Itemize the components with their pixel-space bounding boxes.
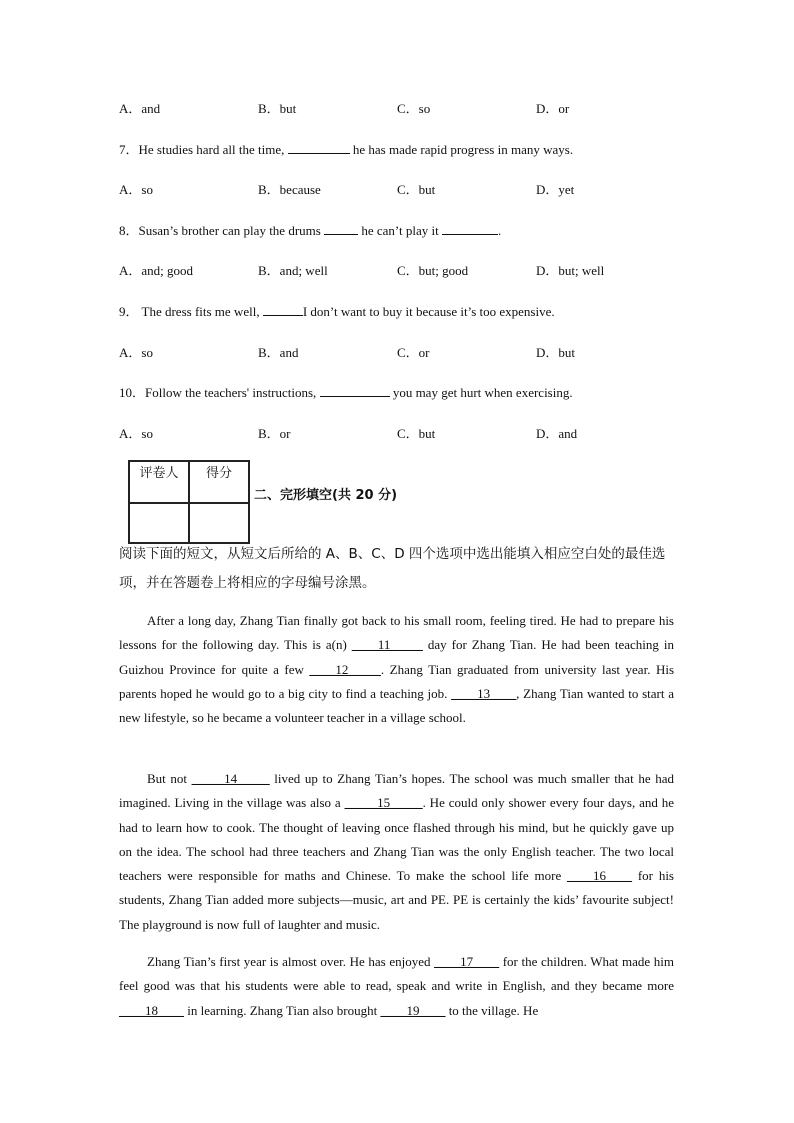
passage-text: . He could only shower every four days, and he had to learn how to cook. The thought of leaving once flashed through his mind, but he quickly gave up on the idea. The school had three teachers and Zhang Tian was the only English teacher. The two local teachers were responsible for maths and Chinese. To make the school life more xyxy=(119,795,674,884)
passage-2 xyxy=(119,767,674,937)
score-label: 得分 xyxy=(189,461,249,503)
q6-option-b[interactable]: B．but xyxy=(258,101,297,116)
q6-option-c[interactable]: C．so xyxy=(397,101,431,116)
q7-stem-end: he has made rapid progress in many ways. xyxy=(352,142,574,157)
q10-option-a[interactable]: A．so xyxy=(119,426,153,441)
blank-17[interactable]: ____17____ xyxy=(434,954,500,969)
passage-text: to the village. He xyxy=(445,1002,539,1018)
reviewer-cell[interactable] xyxy=(129,503,189,543)
paragraph-2 xyxy=(119,767,674,937)
section-instruction: 阅读下面的短文，从短文后所给的 A、B、C、D 四个选项中选出能填入相应空白处的最佳选项，并在答题卷上将相应的字母编号涂黑。 xyxy=(119,546,666,591)
q9-option-d[interactable]: D．but xyxy=(536,345,576,360)
q7-option-b[interactable]: B．because xyxy=(258,182,321,197)
q8-blank-2[interactable] xyxy=(442,222,498,235)
q10-option-d[interactable]: D．and xyxy=(536,426,578,441)
score-cell[interactable] xyxy=(189,503,249,543)
blank-11[interactable]: ____11_____ xyxy=(351,637,423,653)
q9-stem xyxy=(119,301,555,320)
q10-blank[interactable] xyxy=(320,384,390,397)
passage-text: Zhang Tian’s first year is almost over. He has enjoyed xyxy=(147,954,435,969)
q9-stem-end: I don’t want to buy it because it’s too expensive. xyxy=(302,304,555,319)
q9-blank[interactable] xyxy=(263,303,303,316)
score-box xyxy=(128,460,250,544)
q7-option-a[interactable]: A．so xyxy=(119,182,153,197)
passage-text: day for Zhang Tian. He had been teaching in Guizhou Province for quite a few xyxy=(119,637,674,677)
reviewer-label: 评卷人 xyxy=(129,461,189,503)
passage-text: for his students, Zhang Tian added more subjects—music, art and PE. PE is certainly the kids’ favourite subject! The playground is now full of laughter and music. xyxy=(119,868,674,932)
paragraph-3 xyxy=(119,950,674,1023)
q9-stem-start: 9． The dress fits me well, xyxy=(119,304,260,319)
blank-15[interactable]: _____15_____ xyxy=(344,795,423,811)
blank-14[interactable]: _____14_____ xyxy=(191,771,270,786)
passage-text: . Zhang Tian graduated from university last year. His parents hoped he would go to a big city to find a teaching job. xyxy=(119,661,675,701)
q7-blank[interactable] xyxy=(288,141,350,154)
blank-13[interactable]: ____13____ xyxy=(451,685,517,701)
q10-stem-start: 10．Follow the teachers' instructions, xyxy=(119,385,317,400)
passage-text: After a long day, Zhang Tian finally got back to his small room, feeling tired. He had to prepare his lessons for the following day. This is a(n) xyxy=(119,613,674,653)
q9-option-c[interactable]: C．or xyxy=(397,345,430,360)
q7-option-d[interactable]: D．yet xyxy=(536,182,575,197)
q10-stem-end: you may get hurt when exercising. xyxy=(392,385,573,400)
blank-16[interactable]: ____16____ xyxy=(567,868,633,884)
q6-option-a[interactable]: A．and xyxy=(119,101,161,116)
q7-stem-start: 7．He studies hard all the time, xyxy=(119,142,285,157)
passage-text: But not xyxy=(147,771,192,786)
q8-option-a[interactable]: A．and; good xyxy=(119,263,194,278)
q8-option-c[interactable]: C．but; good xyxy=(397,263,469,278)
passage-text: , Zhang Tian wanted to start a new lifestyle, so he became a volunteer teacher in a village school. xyxy=(119,685,674,726)
paragraph-1 xyxy=(119,609,674,730)
q6-option-d[interactable]: D．or xyxy=(536,101,570,116)
q7-stem xyxy=(119,139,573,158)
q8-stem-middle: he can’t play it xyxy=(361,223,439,238)
section-title: 二、完形填空(共 20 分) xyxy=(254,488,398,503)
q7-option-c[interactable]: C．but xyxy=(397,182,436,197)
q10-stem xyxy=(119,382,573,401)
blank-19[interactable]: ____19____ xyxy=(380,1002,446,1018)
passage-text: lived up to Zhang Tian’s hopes. The school was much smaller that he had imagined. Living in the village was also a xyxy=(119,771,674,811)
q9-option-b[interactable]: B．and xyxy=(258,345,299,360)
passage-text: in learning. Zhang Tian also brought xyxy=(184,1002,381,1018)
passage-text: for the children. What made him feel good was that his students were able to read, speak and write in English, and they became more xyxy=(119,954,674,994)
q8-option-d[interactable]: D．but; well xyxy=(536,263,605,278)
q8-option-b[interactable]: B．and; well xyxy=(258,263,328,278)
q8-stem-start: 8．Susan’s brother can play the drums xyxy=(119,223,321,238)
q9-option-a[interactable]: A．so xyxy=(119,345,153,360)
blank-18[interactable]: ____18____ xyxy=(119,1002,184,1018)
q8-stem xyxy=(119,220,501,239)
passage-3 xyxy=(119,950,674,1023)
q8-blank-1[interactable] xyxy=(324,222,358,235)
blank-12[interactable]: ____12_____ xyxy=(309,661,381,677)
q8-stem-end: . xyxy=(497,223,502,238)
q10-option-b[interactable]: B．or xyxy=(258,426,291,441)
passage xyxy=(119,609,674,730)
q10-option-c[interactable]: C．but xyxy=(397,426,436,441)
